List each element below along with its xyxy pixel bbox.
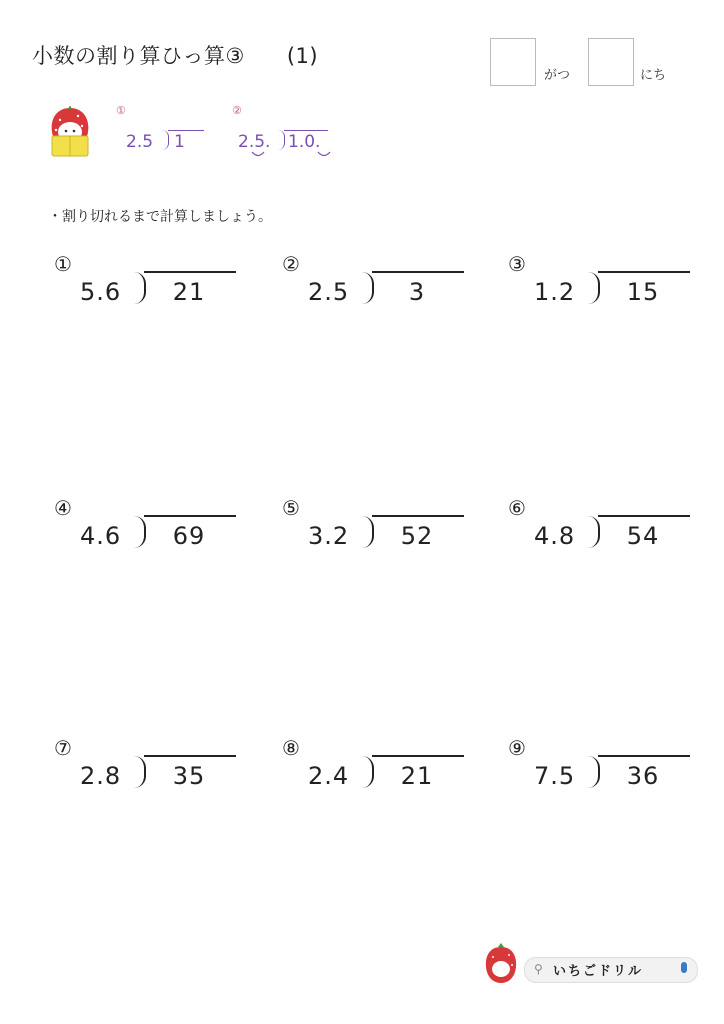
problem-5 [282,496,482,556]
problem-8 [282,736,482,796]
division-bar [168,130,204,131]
division-bracket [588,272,600,304]
division-bar [144,515,236,517]
mic-icon[interactable] [681,962,687,973]
example-index: ① [116,104,126,117]
search-icon: ⚲ [534,962,543,976]
problem-divisor: 4.8 [534,522,576,550]
problem-divisor: 4.6 [80,522,122,550]
division-bar [372,515,464,517]
problem-number: ⑤ [282,496,300,520]
problem-3 [508,252,708,312]
division-bracket [278,130,285,150]
division-bar [284,130,328,131]
problem-dividend: 69 [172,522,206,550]
footer-brand [484,943,704,989]
instruction-text: ・割り切れるまで計算しましょう。 [48,209,272,225]
problem-number: ⑧ [282,736,300,760]
problem-7 [54,736,254,796]
title-text: 小数の割り算ひっ算③ [32,44,245,68]
example-dividend: 1.0. [288,132,321,152]
problem-number: ④ [54,496,72,520]
problem-dividend: 54 [626,522,660,550]
problem-number: ③ [508,252,526,276]
division-bar [144,755,236,757]
division-bracket [362,272,374,304]
division-bracket [588,516,600,548]
day-label: にち [640,68,667,83]
division-bar [598,515,690,517]
worksheet-title [32,40,318,70]
strawberry-reading-icon [48,106,92,160]
division-bar [372,271,464,273]
division-bracket [162,130,169,150]
problem-dividend: 21 [172,278,206,306]
example-divisor: 2.5. [238,132,271,152]
division-bar [372,755,464,757]
problem-1 [54,252,254,312]
problem-divisor: 7.5 [534,762,576,790]
problem-divisor: 3.2 [308,522,350,550]
problem-number: ⑥ [508,496,526,520]
example-index: ② [232,104,242,117]
strawberry-logo-icon [484,943,518,985]
problem-number: ⑨ [508,736,526,760]
example-1 [112,104,212,154]
decimal-shift-arrows-icon [250,150,340,160]
division-bracket [134,272,146,304]
search-bar[interactable] [524,957,698,983]
division-bracket [134,516,146,548]
division-bracket [362,516,374,548]
division-bracket [362,756,374,788]
problem-dividend: 36 [626,762,660,790]
problem-divisor: 1.2 [534,278,576,306]
division-bar [598,271,690,273]
example-divisor: 2.5 [126,132,154,152]
problem-4 [54,496,254,556]
problem-divisor: 5.6 [80,278,122,306]
day-box[interactable] [588,38,634,86]
problem-9 [508,736,708,796]
problem-6 [508,496,708,556]
problem-divisor: 2.4 [308,762,350,790]
month-box[interactable] [490,38,536,86]
worksheet-number: (1) [286,44,319,68]
problem-dividend: 21 [400,762,434,790]
problem-divisor: 2.5 [308,278,350,306]
division-bracket [134,756,146,788]
example-2 [228,104,338,160]
problem-2 [282,252,482,312]
problem-divisor: 2.8 [80,762,122,790]
example-dividend: 1 [174,132,185,152]
month-label: がつ [544,68,571,83]
division-bracket [588,756,600,788]
division-bar [144,271,236,273]
problem-dividend: 15 [626,278,660,306]
problem-number: ② [282,252,300,276]
problem-dividend: 35 [172,762,206,790]
problem-dividend: 52 [400,522,434,550]
problem-number: ① [54,252,72,276]
division-bar [598,755,690,757]
search-text: いちごドリル [553,964,644,979]
problem-number: ⑦ [54,736,72,760]
problem-dividend: 3 [408,278,426,306]
